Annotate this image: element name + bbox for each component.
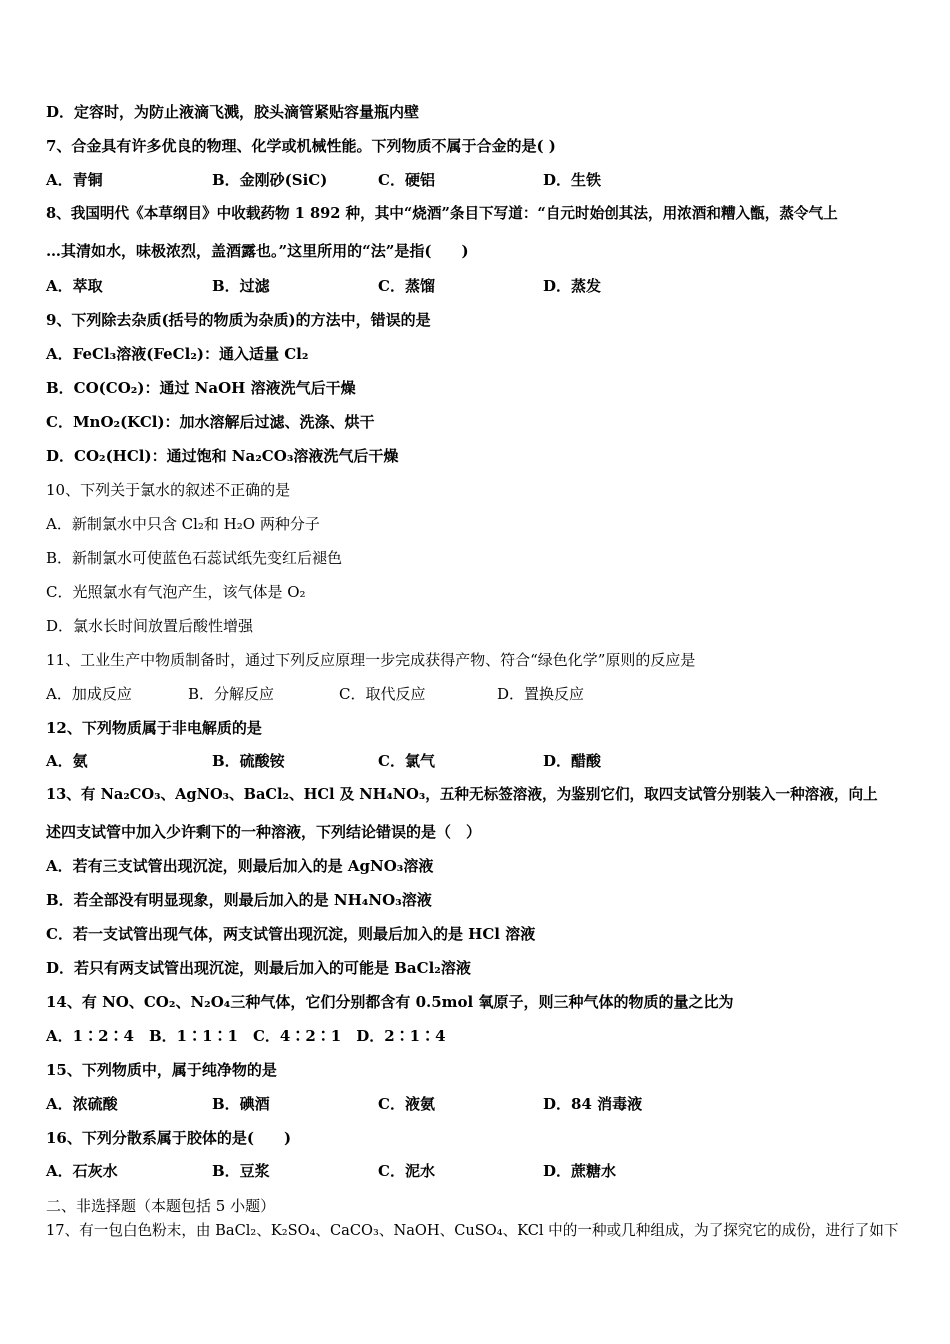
q12-option-a: A．氨 [46,752,88,770]
q10-option-d: D．氯水长时间放置后酸性增强 [46,617,254,635]
q7-option-a: A．青铜 [46,171,103,189]
q9-option-c: C．MnO₂(KCl)：加水溶解后过滤、洗涤、烘干 [46,413,375,431]
question-8-line-1: 8、我国明代《本草纲目》中收载药物 1 892 种，其中“烧酒”条目下写道：“自元时始创其法，用浓酒和糟入甑，蒸令气上 [46,205,838,222]
q16-option-a: A．石灰水 [46,1162,118,1180]
q11-option-a: A．加成反应 [46,685,132,703]
q15-option-a: A．浓硫酸 [46,1095,118,1113]
q16-option-d: D．蔗糖水 [543,1162,617,1180]
q15-option-d: D．84 消毒液 [543,1095,643,1113]
q10-option-b: B．新制氯水可使蓝色石蕊试纸先变红后褪色 [46,549,343,567]
q13-option-b: B．若全部没有明显现象，则最后加入的是 NH₄NO₃溶液 [46,891,432,909]
q8-option-a: A．萃取 [46,277,103,295]
q9-option-a: A．FeCl₃溶液(FeCl₂)：通入适量 Cl₂ [46,345,309,363]
q11-option-b: B．分解反应 [188,685,275,703]
question-15: 15、下列物质中，属于纯净物的是 [46,1061,277,1079]
q12-option-c: C．氯气 [378,752,435,770]
question-12: 12、下列物质属于非电解质的是 [46,719,262,737]
q10-option-c: C．光照氯水有气泡产生，该气体是 O₂ [46,583,306,601]
q16-option-b: B．豆浆 [212,1162,270,1180]
q8-option-b: B．过滤 [212,277,270,295]
q7-option-d: D．生铁 [543,171,602,189]
q13-option-a: A．若有三支试管出现沉淀，则最后加入的是 AgNO₃溶液 [46,857,434,875]
q11-option-d: D．置换反应 [497,685,585,703]
question-14: 14、有 NO、CO₂、N₂O₄三种气体，它们分别都含有 0.5mol 氧原子，则三种气体的物质的量之比为 [46,993,734,1011]
question-9: 9、下列除去杂质(括号的物质为杂质)的方法中，错误的是 [46,311,431,329]
q13-option-c: C．若一支试管出现气体，两支试管出现沉淀，则最后加入的是 HCl 溶液 [46,925,536,943]
question-10: 10、下列关于氯水的叙述不正确的是 [46,481,291,499]
q13-option-d: D．若只有两支试管出现沉淀，则最后加入的可能是 BaCl₂溶液 [46,959,471,977]
question-7: 7、合金具有许多优良的物理、化学或机械性能。下列物质不属于合金的是( ) [46,137,556,155]
q10-option-a: A．新制氯水中只含 Cl₂和 H₂O 两种分子 [46,515,320,533]
q6-option-d: D．定容时，为防止液滴飞溅，胶头滴管紧贴容量瓶内壁 [46,103,420,121]
question-16: 16、下列分散系属于胶体的是( ) [46,1129,292,1147]
question-8-line-2: …其清如水，味极浓烈，盖酒露也。”这里所用的“法”是指( ) [46,242,469,260]
q11-option-c: C．取代反应 [339,685,426,703]
q14-options: A．1∶2∶4 B．1∶1∶1 C．4∶2∶1 D．2∶1∶4 [46,1027,446,1045]
q9-option-d: D．CO₂(HCl)：通过饱和 Na₂CO₃溶液洗气后干燥 [46,447,399,465]
q16-option-c: C．泥水 [378,1162,435,1180]
q7-option-b: B．金刚砂(SiC) [212,171,328,189]
q8-option-d: D．蒸发 [543,277,602,295]
q9-option-b: B．CO(CO₂)：通过 NaOH 溶液洗气后干燥 [46,379,356,397]
section-2-heading: 二、非选择题（本题包括 5 小题） [46,1197,276,1215]
q15-option-b: B．碘酒 [212,1095,270,1113]
q8-option-c: C．蒸馏 [378,277,435,295]
q7-option-c: C．硬铝 [378,171,435,189]
question-17: 17、有一包白色粉末，由 BaCl₂、K₂SO₄、CaCO₃、NaOH、CuSO₄、KCl 中的一种或几种组成，为了探究它的成份，进行了如下 [46,1222,899,1239]
question-11: 11、工业生产中物质制备时，通过下列反应原理一步完成获得产物、符合“绿色化学”原则的反应是 [46,651,696,669]
q12-option-d: D．醋酸 [543,752,602,770]
q12-option-b: B．硫酸铵 [212,752,285,770]
q15-option-c: C．液氨 [378,1095,435,1113]
question-13-line-2: 述四支试管中加入少许剩下的一种溶液，下列结论错误的是（ ） [46,823,482,841]
question-13-line-1: 13、有 Na₂CO₃、AgNO₃、BaCl₂、HCl 及 NH₄NO₃，五种无标签溶液，为鉴别它们，取四支试管分别装入一种溶液，向上 [46,786,878,803]
